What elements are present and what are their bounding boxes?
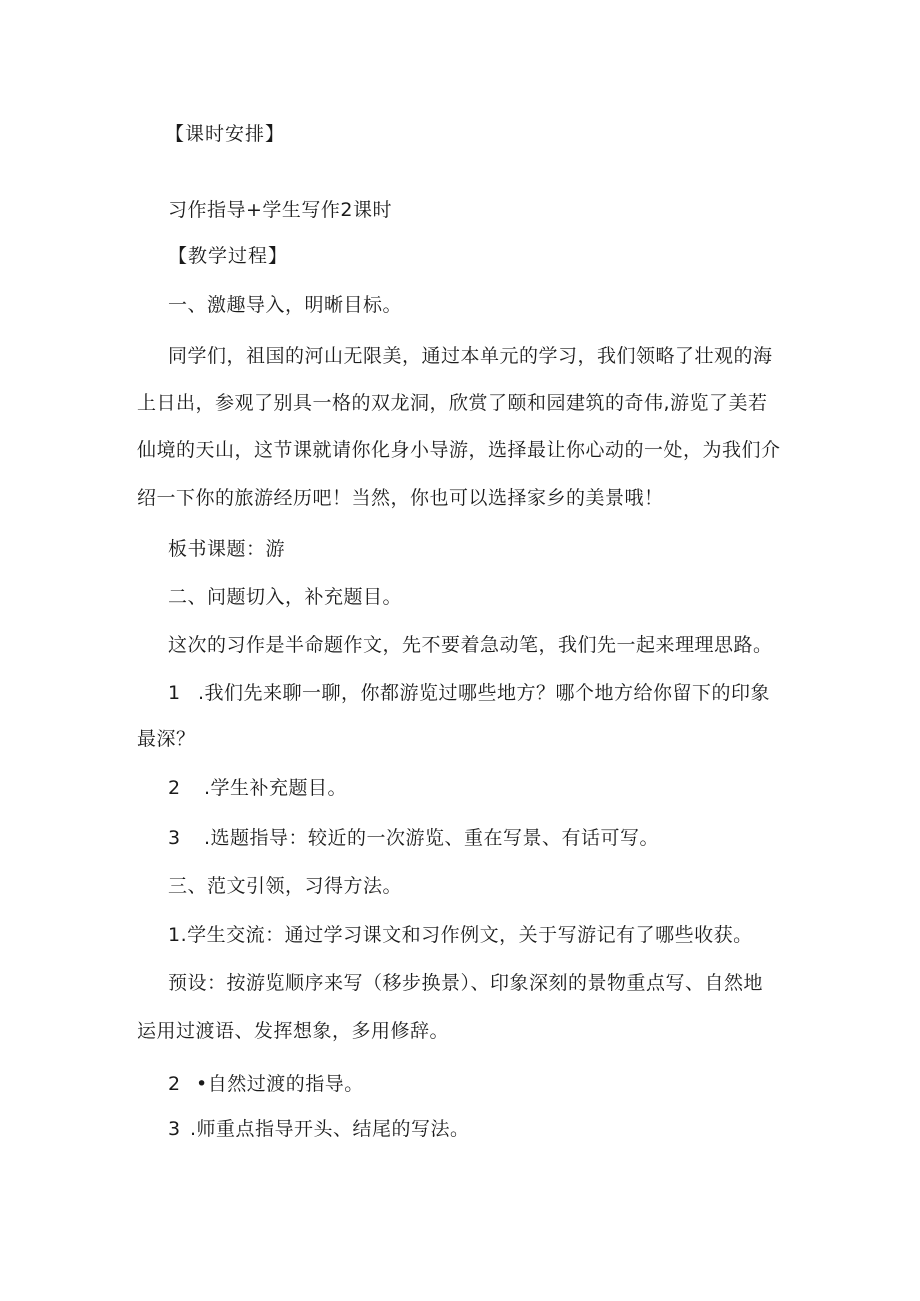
- section2-intro: 这次的习作是半命题作文，先不要着急动笔，我们先一起来理理思路。: [168, 634, 773, 656]
- item-text: .学生补充题目。: [204, 777, 348, 799]
- section3-title: 三、范文引领，习得方法。: [168, 875, 403, 897]
- section3-item1: 1.学生交流：通过学习课文和习作例文，关于写游记有了哪些收获。: [168, 924, 753, 946]
- item-text: .选题指导：较近的一次游览、重在写景、有话可写。: [204, 827, 660, 849]
- item-number: 2: [168, 1073, 181, 1095]
- item-number: 3: [168, 827, 181, 849]
- item-text: •自然过渡的指导。: [196, 1073, 364, 1095]
- section1-para-line-4: 绍一下你的旅游经历吧！当然，你也可以选择家乡的美景哦！: [137, 487, 664, 509]
- section1-para-line-1: 同学们，祖国的河山无限美，通过本单元的学习，我们领略了壮观的海: [168, 345, 773, 367]
- section3-item3: [168, 1116, 470, 1142]
- item-number: 1: [168, 682, 181, 704]
- board-title: 板书课题：游: [168, 538, 286, 560]
- section3-item2: [168, 1071, 364, 1097]
- schedule-text: 习作指导+学生写作2课时: [168, 199, 393, 221]
- item-text: .师重点指导开头、结尾的写法。: [190, 1118, 470, 1140]
- section1-para-line-3: 仙境的天山，这节课就请你化身小导游，选择最让你心动的一处，为我们介: [137, 439, 781, 461]
- heading-schedule: 【课时安排】: [165, 123, 286, 145]
- section2-title: 二、问题切入，补充题目。: [168, 586, 403, 608]
- section2-item2: [168, 775, 347, 801]
- section1-para-line-2: 上日出，参观了别具一格的双龙洞，欣赏了颐和园建筑的奇伟,游览了美若: [137, 392, 768, 414]
- section1-title: 一、激趣导入，明晰目标。: [168, 294, 403, 316]
- item-text: .我们先来聊一聊，你都游览过哪些地方？哪个地方给你留下的印象: [198, 682, 771, 704]
- section2-item1-line1: [168, 680, 770, 706]
- heading-process: 【教学过程】: [168, 245, 289, 267]
- item-number: 3: [168, 1118, 181, 1140]
- section3-preset-line2: 运用过渡语、发挥想象，多用修辞。: [137, 1020, 450, 1042]
- section3-preset-line1: 预设：按游览顺序来写（移步换景）、印象深刻的景物重点写、自然地: [168, 972, 764, 994]
- item-number: 2: [168, 777, 181, 799]
- section2-item1-line2: 最深？: [137, 728, 196, 750]
- section2-item3: [168, 825, 659, 851]
